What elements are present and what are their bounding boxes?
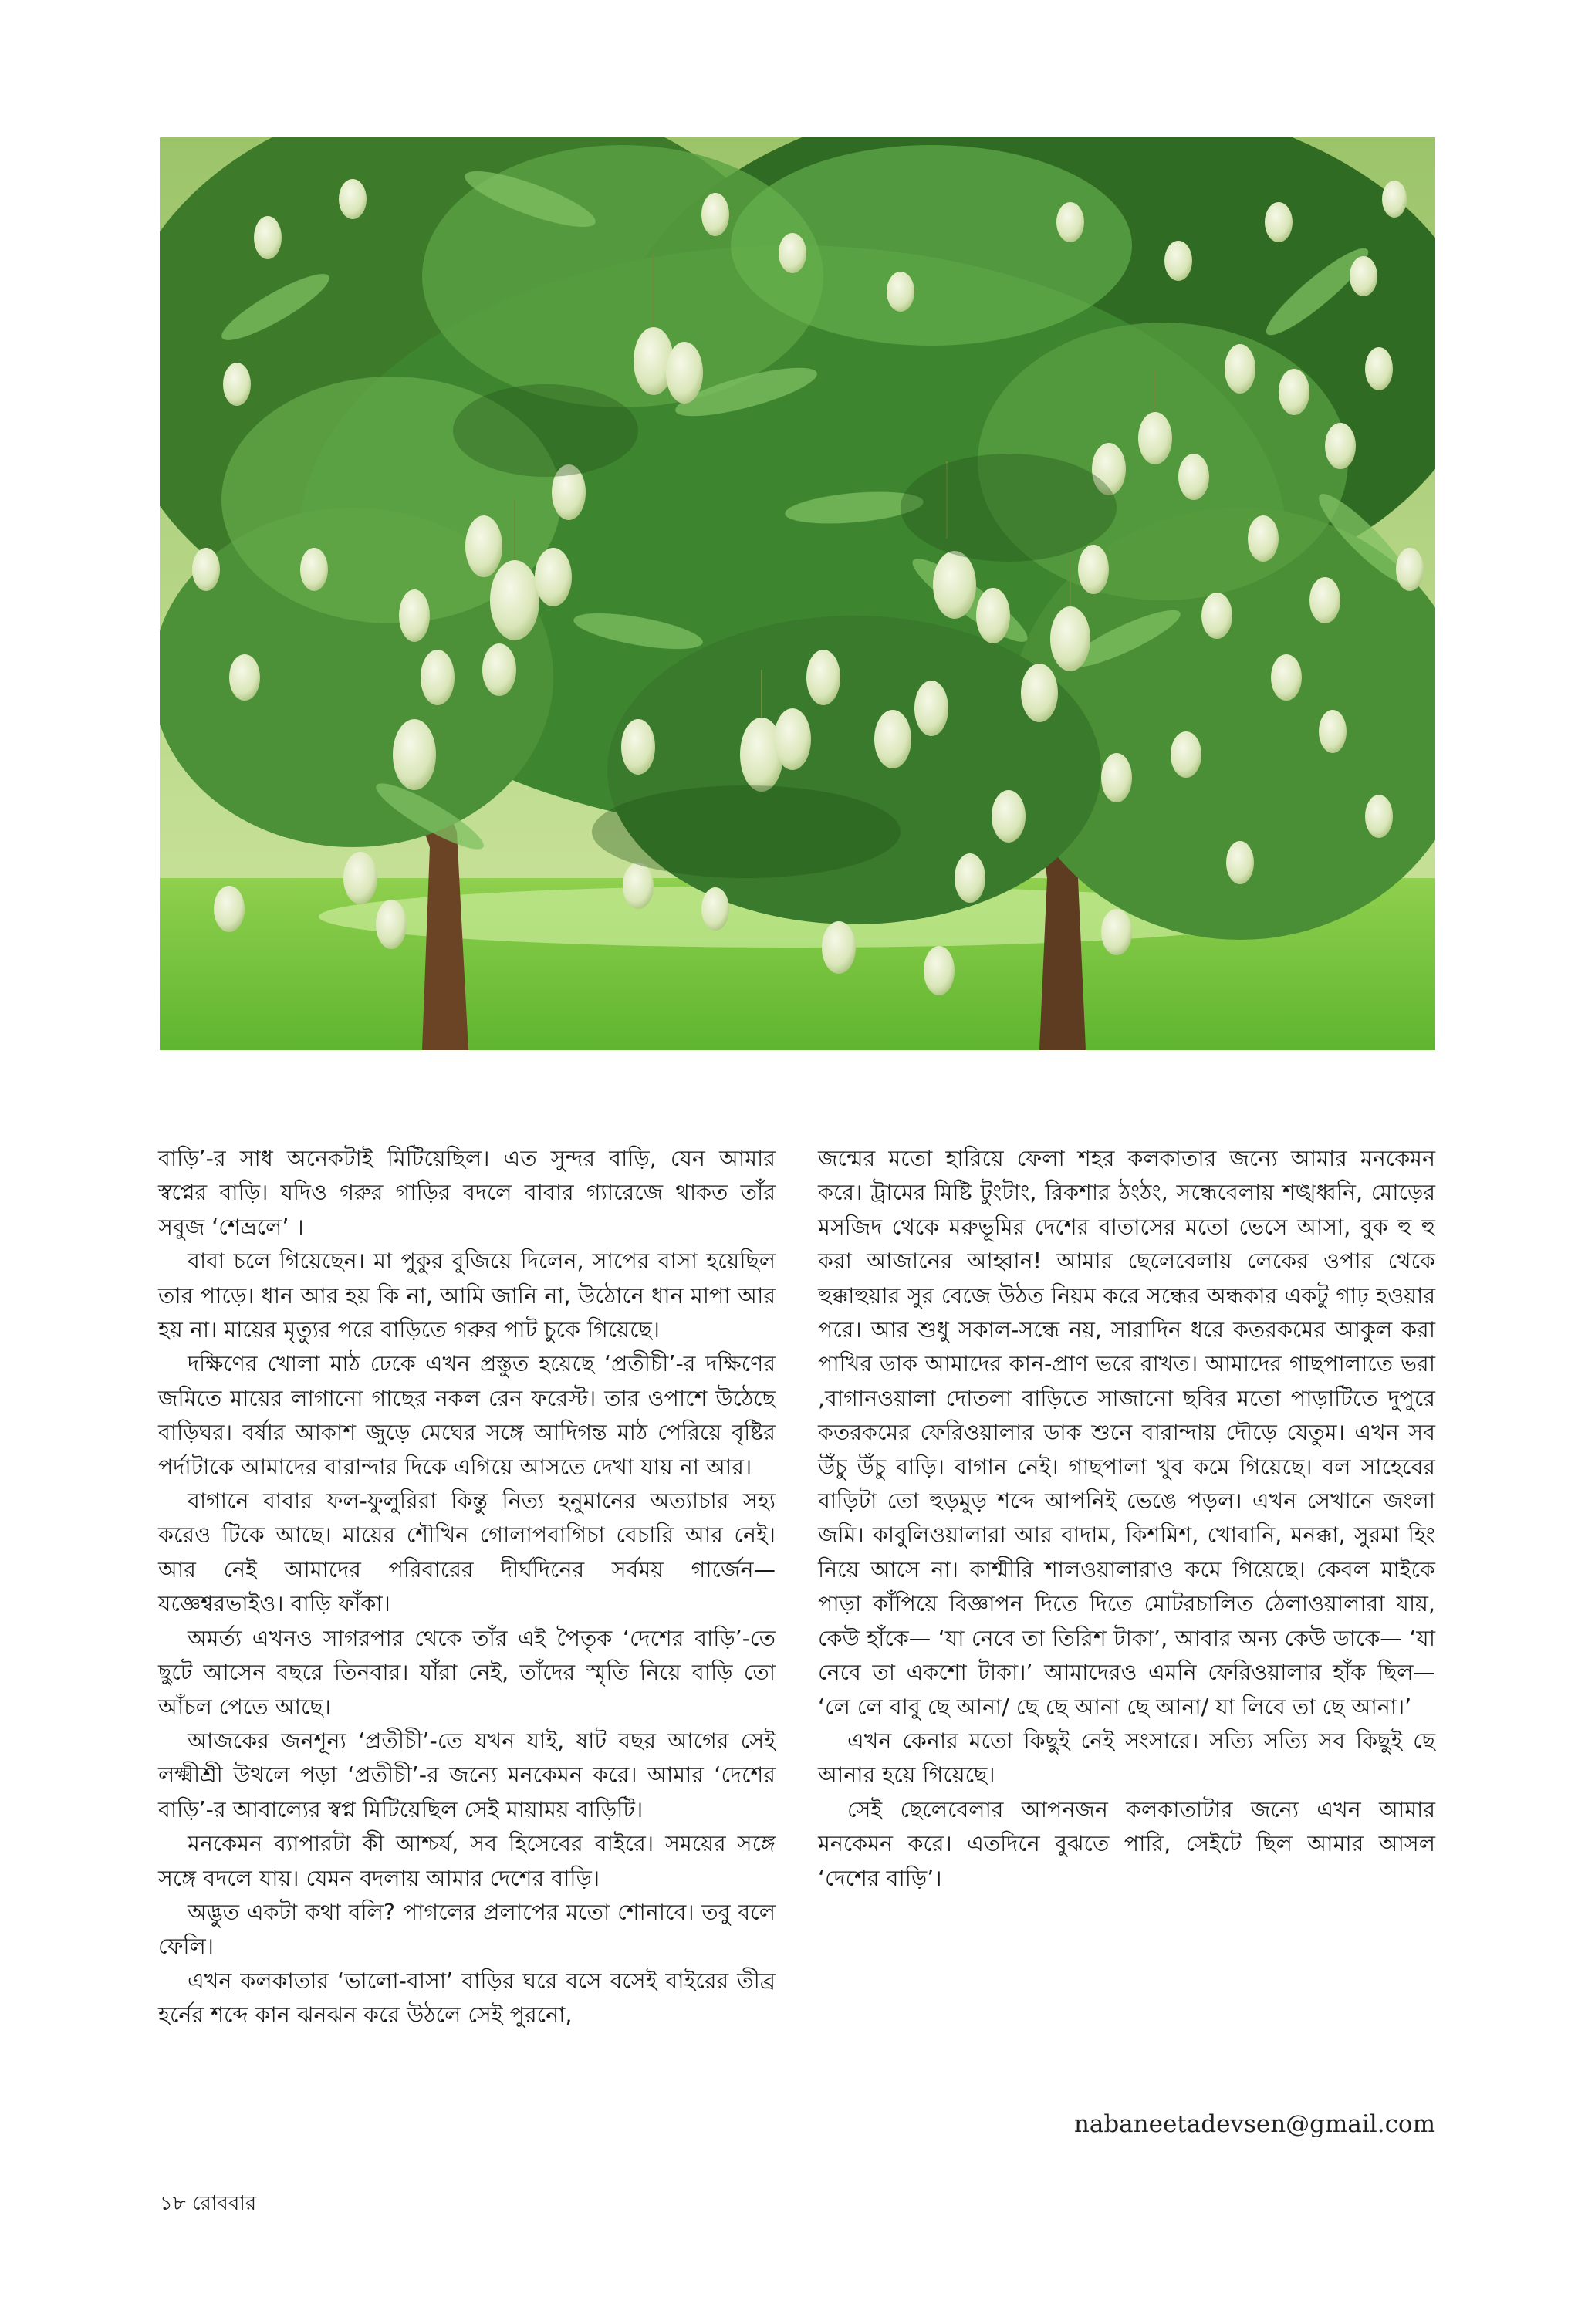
- page-folio: ১৮ রোববার: [160, 2192, 257, 2215]
- paragraph: এখন কলকাতার ‘ভালো-বাসা’ বাড়ির ঘরে বসে বসেই বাইরের তীব্র হর্নের শব্দে কান ঝনঝন করে উঠলে সেই পুরনো,: [158, 1968, 776, 2028]
- paragraph: এখন কেনার মতো কিছুই নেই সংসারে। সত্যি সত্যি সব কিছুই ছে আনার হয়ে গিয়েছে।: [818, 1728, 1435, 1789]
- paragraph: সেই ছেলেবেলার আপনজন কলকাতাটার জন্যে এখন আমার মনকেমন করে। এতদিনে বুঝতে পারি, সেইটে ছিল আমার আসল ‘দেশের বাড়ি’।: [818, 1796, 1435, 1891]
- article-right-column: [818, 1142, 1435, 1896]
- paragraph: অদ্ভুত একটা কথা বলি? পাগলের প্রলাপের মতো শোনাবে। তবু বলে ফেলি।: [158, 1899, 776, 1960]
- article-left-column: [158, 1142, 776, 2033]
- mango-tree-photo: [160, 137, 1435, 1050]
- author-email: nabaneetadevsen@gmail.com: [1073, 2110, 1435, 2138]
- paragraph: মনকেমন ব্যাপারটা কী আশ্চর্য, সব হিসেবের বাইরে। সময়ের সঙ্গে সঙ্গে বদলে যায়। যেমন বদলায় আমার দেশের বাড়ি।: [158, 1831, 776, 1891]
- mango-tree-illustration: [160, 137, 1435, 1050]
- paragraph: বাবা চলে গিয়েছেন। মা পুকুর বুজিয়ে দিলেন, সাপের বাসা হয়েছিল তার পাড়ে। ধান আর হয় কি না, আমি জানি না, উঠোনে ধান মাপা আর হয় না। মায়ের মৃত্যুর পরে বাড়িতে গরুর পাট চুকে গিয়েছে।: [158, 1248, 776, 1343]
- paragraph: বাগানে বাবার ফল-ফুলুরিরা কিন্তু নিত্য হনুমানের অত্যাচার সহ্য করেও টিকে আছে। মায়ের শৌখিন গোলাপবাগিচা বেচারি আর নেই। আর নেই আমাদের পরিবারের দীর্ঘদিনের সর্বময় গার্জেন— যজ্ঞেশ্বরভাইও। বাড়ি ফাঁকা।: [158, 1488, 776, 1617]
- paragraph: জন্মের মতো হারিয়ে ফেলা শহর কলকাতার জন্যে আমার মনকেমন করে। ট্রামের মিষ্টি টুংটাং, রিকশার ঠংঠং, সন্ধেবেলায় শঙ্খধ্বনি, মোড়ের মসজিদ থেকে মরুভূমির দেশের বাতাসের মতো ভেসে আসা, বুক হু হু করা আজানের আহ্বান! আমার ছেলেবেলায় লেকের ওপার থেকে হুক্কাহুয়ার সুর বেজে উঠত নিয়ম করে সন্ধের অন্ধকার একটু গাঢ় হওয়ার পরে। আর শুধু সকাল-সন্ধে নয়, সারাদিন ধরে কতরকমের আকুল করা পাখির ডাক আমাদের কান-প্রাণ ভরে রাখত। আমাদের গাছপালাতে ভরা ,বাগানওয়ালা দোতলা বাড়িতে সাজানো ছবির মতো পাড়াটিতে দুপুরে কতরকমের ফেরিওয়ালার ডাক শুনে বারান্দায় দৌড়ে যেতুম। এখন সব উঁচু উঁচু বাড়ি। বাগান নেই। গাছপালা খুব কমে গিয়েছে। বল সাহেবের বাড়িটা তো হুড়মুড় শব্দে আপনিই ভেঙে পড়ল। এখন সেখানে জংলা জমি। কাবুলিওয়ালারা আর বাদাম, কিশমিশ, খোবানি, মনক্কা, সুরমা হিং নিয়ে আসে না। কাশ্মীরি শালওয়ালারাও কমে গিয়েছে। কেবল মাইকে পাড়া কাঁপিয়ে বিজ্ঞাপন দিতে দিতে মোটরচালিত ঠেলাওয়ালারা যায়, কেউ হাঁকে— ‘যা নেবে তা তিরিশ টাকা’, আবার অন্য কেউ ডাকে— ‘যা নেবে তা একশো টাকা।’ আমাদেরও এমনি ফেরিওয়ালার হাঁক ছিল— ‘লে লে বাবু ছে আনা/ ছে ছে আনা ছে আনা/ যা লিবে তা ছে আনা।’: [818, 1146, 1435, 1720]
- paragraph: বাড়ি’-র সাধ অনেকটাই মিটিয়েছিল। এত সুন্দর বাড়ি, যেন আমার স্বপ্নের বাড়ি। যদিও গরুর গাড়ির বদলে বাবার গ্যারেজে থাকত তাঁর সবুজ ‘শেভ্রলে’ ।: [158, 1146, 776, 1240]
- paragraph: অমর্ত্য এখনও সাগরপার থেকে তাঁর এই পৈতৃক ‘দেশের বাড়ি’-তে ছুটে আসেন বছরে তিনবার। যাঁরা নেই, তাঁদের স্মৃতি নিয়ে বাড়ি তো আঁচল পেতে আছে।: [158, 1625, 776, 1720]
- paragraph: আজকের জনশূন্য ‘প্রতীচী’-তে যখন যাই, ষাট বছর আগের সেই লক্ষ্মীশ্রী উথলে পড়া ‘প্রতীচী’-র জন্যে মনকেমন করে। আমার ‘দেশের বাড়ি’-র আবাল্যের স্বপ্ন মিটিয়েছিল সেই মায়াময় বাড়িটি।: [158, 1728, 776, 1822]
- paragraph: দক্ষিণের খোলা মাঠ ঢেকে এখন প্রস্তুত হয়েছে ‘প্রতীচী’-র দক্ষিণের জমিতে মায়ের লাগানো গাছের নকল রেন ফরেস্ট। তার ওপাশে উঠেছে বাড়িঘর। বর্ষার আকাশ জুড়ে মেঘের সঙ্গে আদিগন্ত মাঠ পেরিয়ে বৃষ্টির পর্দাটাকে আমাদের বারান্দার দিকে এগিয়ে আসতে দেখা যায় না আর।: [158, 1351, 776, 1480]
